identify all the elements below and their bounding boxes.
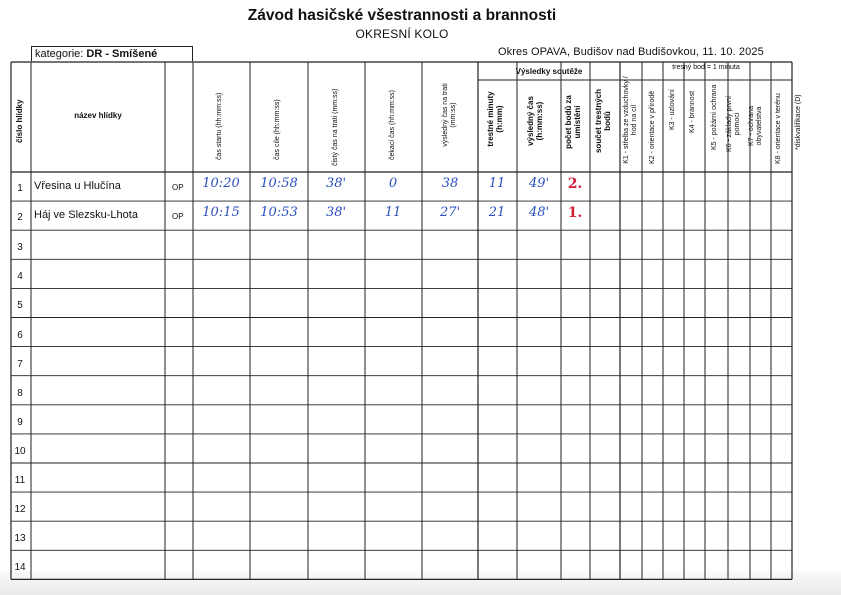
category-value: DR - Smíšené bbox=[86, 48, 158, 60]
handwritten-penalty: 21 bbox=[488, 205, 506, 221]
handwritten-wait: 0 bbox=[388, 176, 398, 191]
row-number: 13 bbox=[14, 533, 26, 545]
place-and-date: Okres OPAVA, Budišov nad Budišovkou, 11. 10. 2025 bbox=[498, 46, 764, 58]
row-number: 8 bbox=[17, 387, 23, 399]
header-finish-time: čas cíle (hh:mm:ss) bbox=[274, 99, 281, 160]
header-team-number: číslo hlídky bbox=[15, 99, 24, 143]
team-name: Vřesina u Hlučína bbox=[34, 180, 121, 192]
row-number: 10 bbox=[14, 445, 26, 457]
row-number: 9 bbox=[17, 416, 23, 428]
header-final-time: výsledný čas (h:mm:ss) bbox=[526, 96, 544, 146]
handwritten-points: 1. bbox=[567, 205, 583, 222]
header-disqualification: *diskvalifikace (D) bbox=[795, 94, 802, 150]
header-team-name: název hlídky bbox=[74, 111, 122, 120]
handwritten-finish: 10:53 bbox=[260, 205, 298, 221]
team-name: Háj ve Slezsku-Lhota bbox=[34, 209, 138, 222]
handwritten-final: 49' bbox=[528, 176, 550, 191]
header-k1: K1 - střelba ze vzduchovky / hod na cíl bbox=[623, 76, 638, 164]
header-penalty-sum: součet trestných bodů bbox=[594, 88, 612, 154]
header-k7: K7 - ochrana obyvatelstva bbox=[748, 105, 763, 147]
row-number: 7 bbox=[17, 358, 23, 370]
header-wait-time: čekací čas (hh:mm:ss) bbox=[389, 89, 396, 160]
handwritten-net: 38' bbox=[325, 176, 347, 191]
document-subtitle: OKRESNÍ KOLO bbox=[355, 27, 449, 41]
row-number: 6 bbox=[17, 329, 23, 341]
header-start-time: čas startu (hh:mm:ss) bbox=[216, 92, 223, 160]
row-number: 3 bbox=[17, 242, 23, 254]
header-placement-points: počet bodů za umístění bbox=[564, 95, 582, 149]
handwritten-result: 27' bbox=[439, 205, 461, 221]
document-title: Závod hasičské všestrannosti a brannosti bbox=[247, 7, 557, 24]
row-number: 12 bbox=[14, 504, 26, 516]
header-k6: K6 - základy první pomoci bbox=[726, 95, 741, 153]
header-net-time: čistý čas na trati (mm:ss) bbox=[332, 88, 339, 166]
header-penalty-minutes: trestné minuty (h:mm) bbox=[486, 91, 504, 147]
handwritten-final: 48' bbox=[528, 205, 550, 221]
header-k2: K2 - orientace v přírodě bbox=[649, 90, 656, 164]
handwritten-finish: 10:58 bbox=[260, 176, 298, 191]
team-organisation: OP bbox=[172, 183, 184, 192]
handwritten-wait: 11 bbox=[384, 205, 402, 221]
handwritten-start: 10:15 bbox=[202, 205, 240, 221]
header-results-group: Výsledky soutěže bbox=[515, 67, 583, 76]
row-number: 2 bbox=[17, 212, 23, 224]
category-label: kategorie: bbox=[35, 48, 84, 60]
handwritten-result: 38 bbox=[441, 176, 459, 191]
handwritten-penalty: 11 bbox=[488, 176, 506, 191]
header-k5: K5 - požární ochrana bbox=[711, 84, 718, 150]
row-number: 11 bbox=[14, 475, 26, 486]
handwritten-points: 2. bbox=[567, 176, 583, 192]
header-result-time-track: výsledný čas na trati (mm:ss) bbox=[442, 83, 457, 147]
team-organisation: OP bbox=[172, 212, 184, 222]
header-k8: K8 - orientace v terénu bbox=[775, 93, 782, 164]
row-number: 4 bbox=[17, 271, 23, 283]
handwritten-start: 10:20 bbox=[202, 176, 240, 191]
header-penalty-note: tresný bod = 1 minuta bbox=[672, 64, 740, 71]
header-k4: K4 - brannost bbox=[689, 90, 696, 133]
header-k3: K3 - uzlování bbox=[669, 89, 676, 130]
handwritten-net: 38' bbox=[325, 205, 347, 221]
row-number: 14 bbox=[14, 562, 26, 574]
row-number: 1 bbox=[17, 183, 23, 194]
row-number: 5 bbox=[17, 300, 23, 312]
